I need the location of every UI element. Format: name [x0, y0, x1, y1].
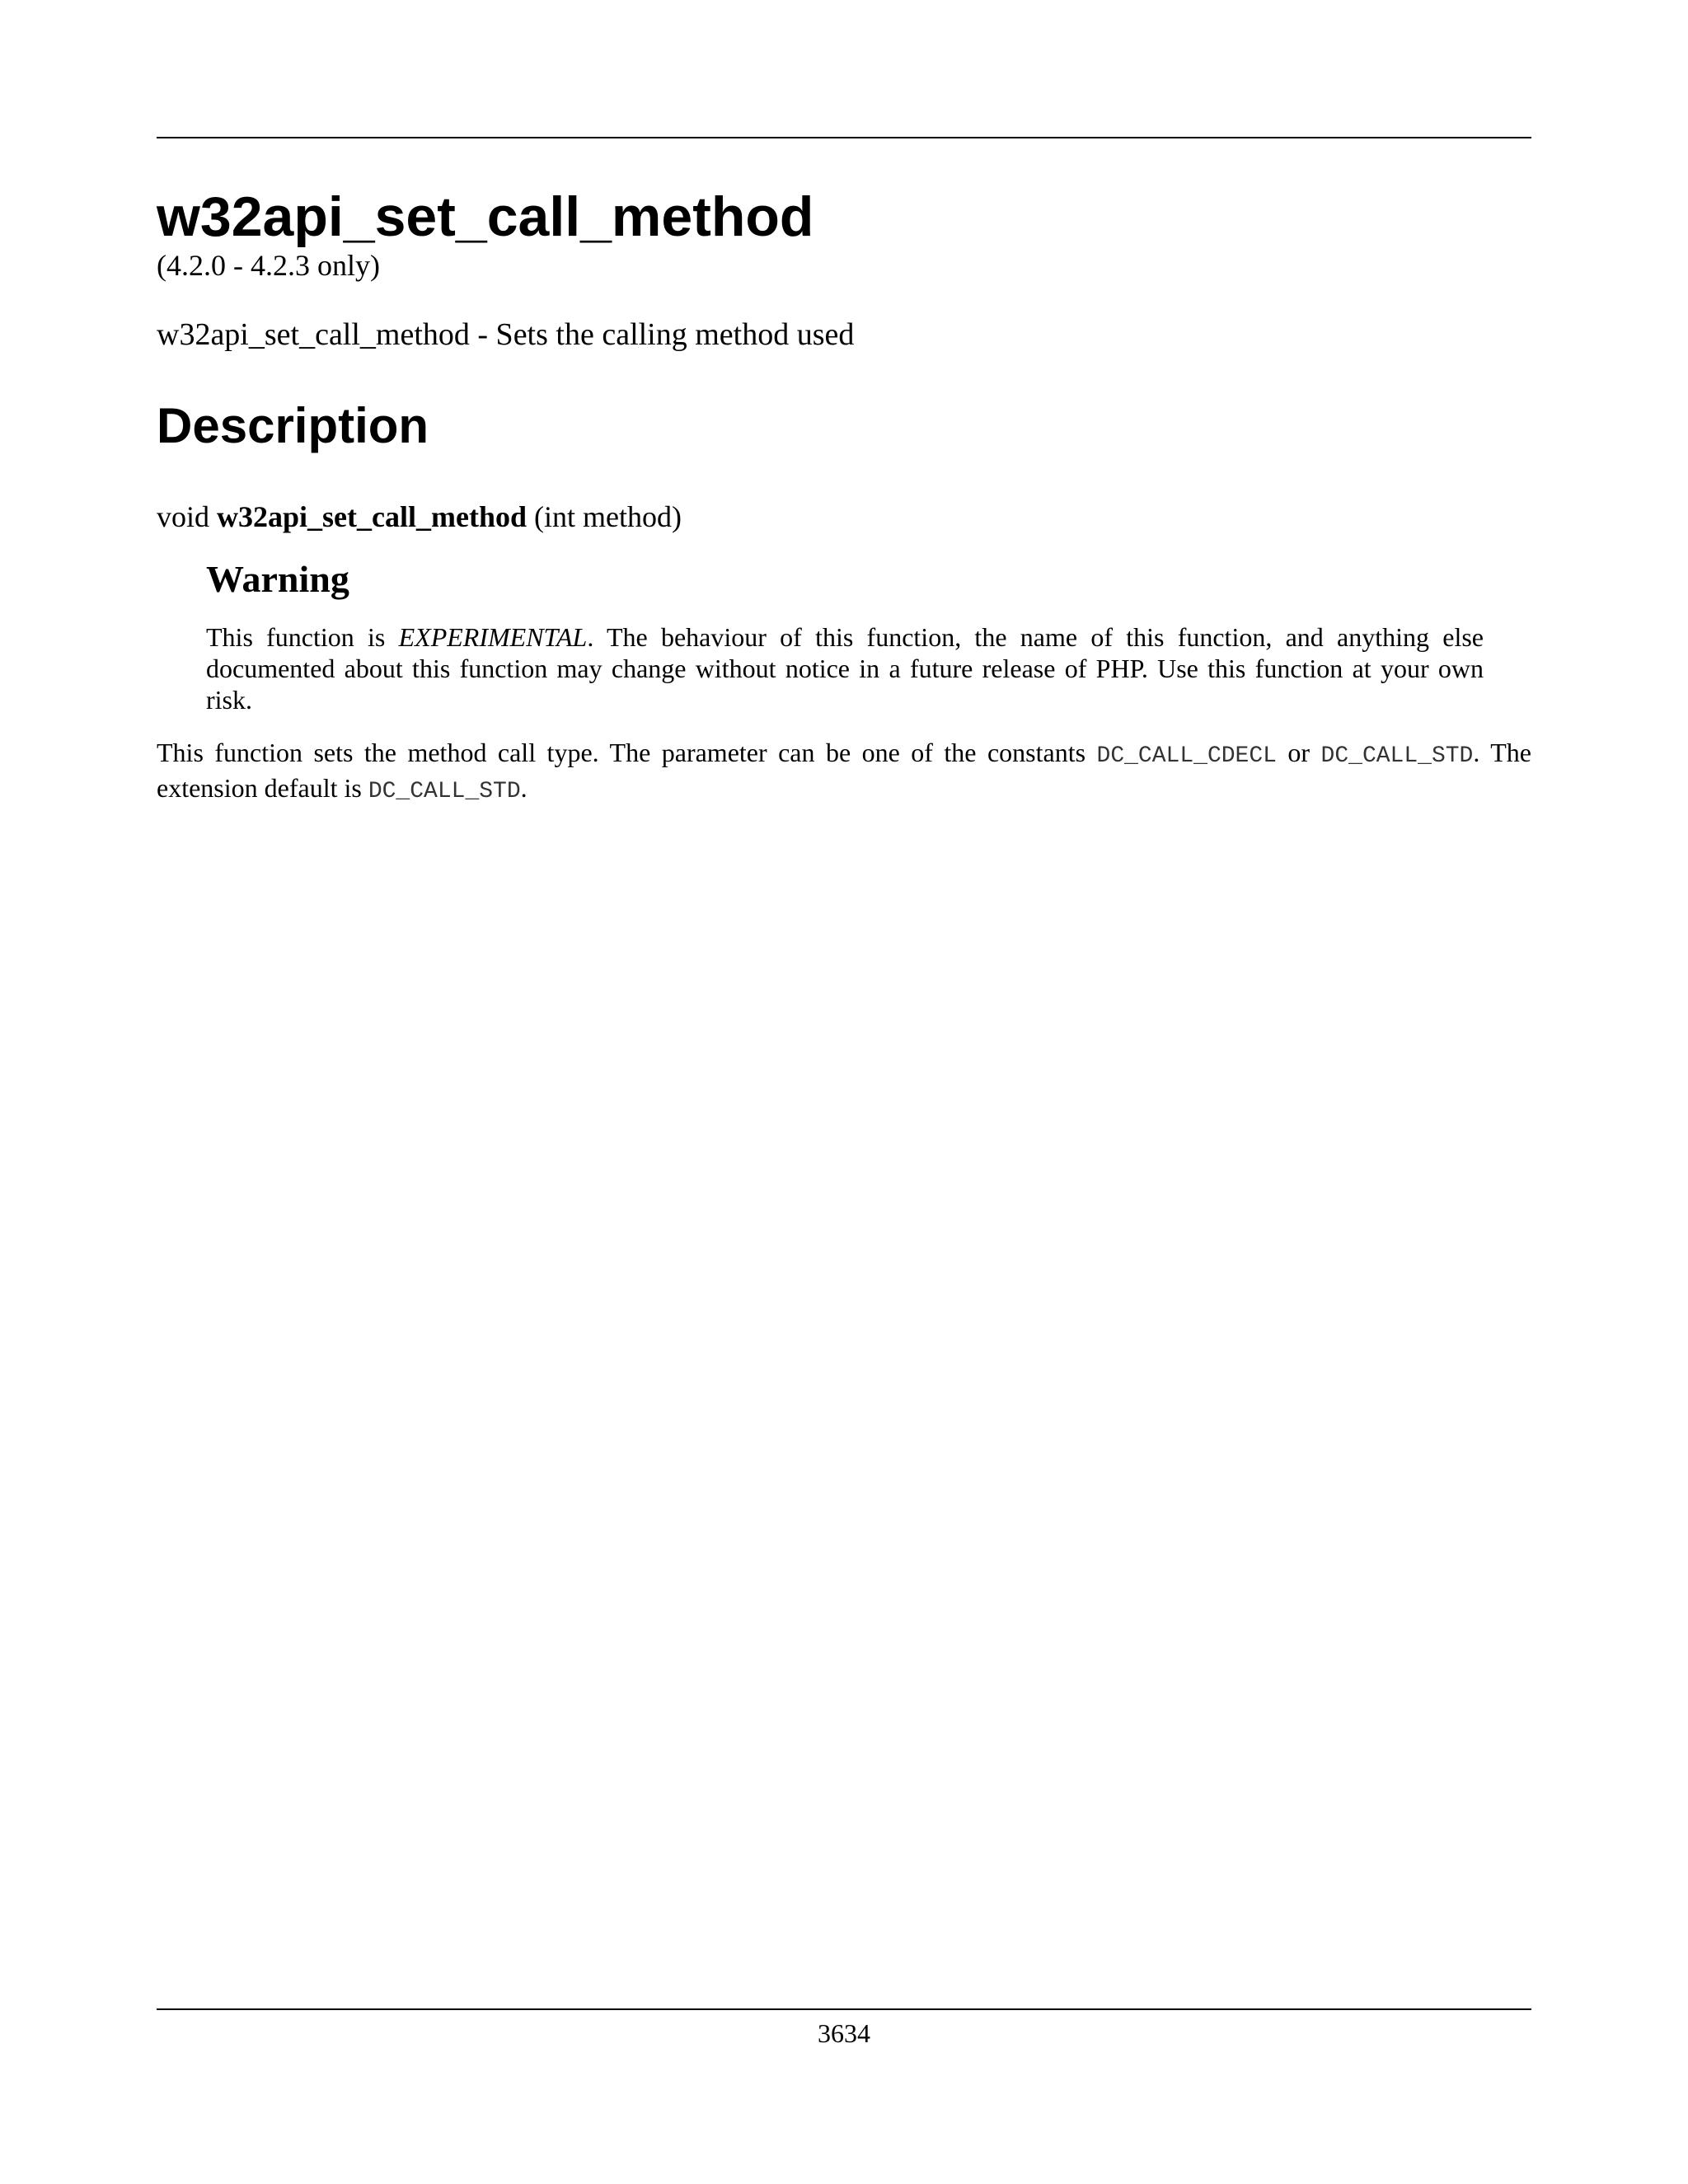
- function-purpose: w32api_set_call_method - Sets the calling method used: [157, 316, 855, 352]
- warning-text-after: . The behaviour of this function, the name of this function, and anything else documented about this function may change without notice in a future release of PHP. Use this function at your own risk.: [206, 621, 1484, 715]
- warning-box: [206, 556, 1484, 715]
- function-title: w32api_set_call_method: [157, 185, 814, 248]
- footer-rule: [157, 2008, 1531, 2010]
- method-synopsis: [157, 499, 1531, 535]
- description-paragraph: [157, 737, 1531, 808]
- warning-text-before: This function is: [206, 621, 399, 652]
- warning-emphasis: EXPERIMENTAL: [398, 621, 588, 652]
- version-info: (4.2.0 - 4.2.3 only): [157, 248, 380, 282]
- header-rule: [157, 137, 1531, 138]
- synopsis-function-name: w32api_set_call_method: [217, 499, 527, 533]
- synopsis-params: (int method): [534, 499, 682, 533]
- page-number: 3634: [818, 2018, 870, 2048]
- body-part-2: or: [1276, 737, 1321, 767]
- body-part-3: . The extension default is: [157, 737, 1532, 803]
- constant-cdecl: DC_CALL_CDECL: [1096, 743, 1277, 769]
- constant-std: DC_CALL_STD: [1320, 743, 1474, 769]
- body-part-4: .: [520, 772, 528, 803]
- body-part-1: This function sets the method call type. The parameter can be one of the constants: [157, 737, 1097, 767]
- warning-title: Warning: [206, 557, 349, 600]
- constant-std-default: DC_CALL_STD: [368, 778, 521, 804]
- page-content: [157, 186, 1531, 808]
- warning-text: [206, 621, 1484, 715]
- return-type: void: [157, 499, 210, 533]
- description-heading: Description: [157, 397, 429, 453]
